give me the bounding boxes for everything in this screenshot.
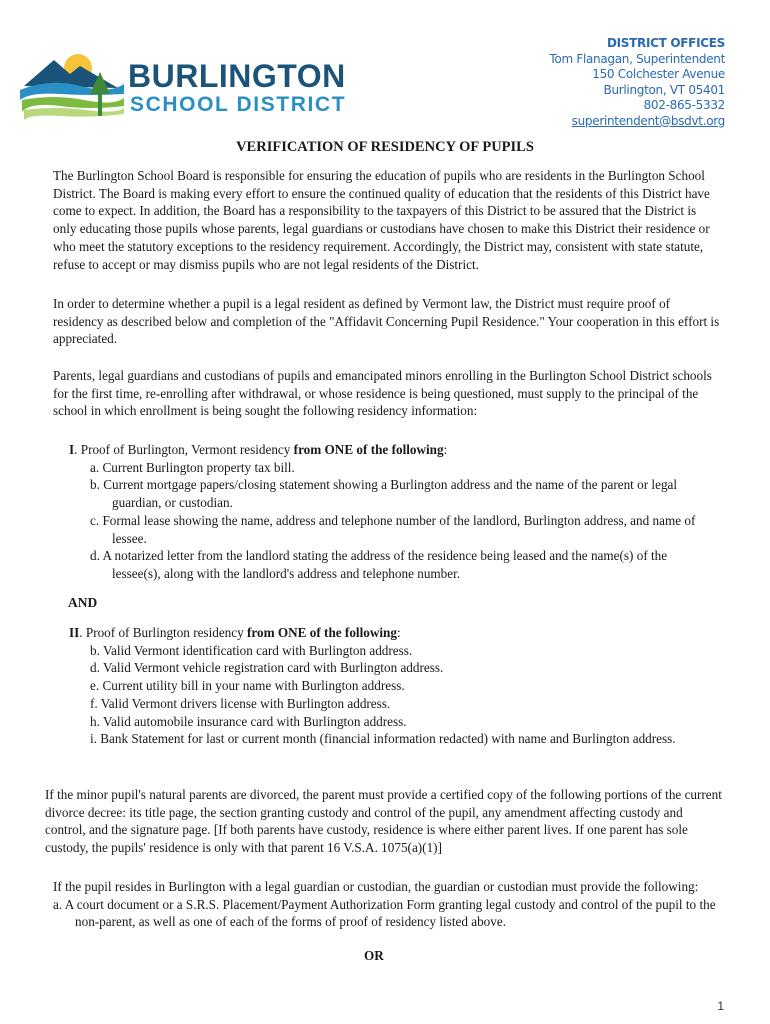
logo-tree-trunk <box>98 94 102 116</box>
section-two-numeral: II <box>69 625 80 640</box>
section-one-numeral: I <box>69 442 75 457</box>
guardian-intro: If the pupil resides in Burlington with a legal guardian or custodian, the guardian or custodian must provide the following: <box>53 879 699 894</box>
paragraph-proof-requirement: In order to determine whether a pupil is a legal resident as defined by Vermont law, the District must require proof of residency as described below and completion of the "Affidavit Concerning Pupil Residence." Your cooperation in this effort is appreciated. <box>53 296 720 347</box>
section-two-colon: : <box>396 625 401 640</box>
paragraph-legal-guardian <box>53 878 721 931</box>
logo-wave-light <box>24 108 124 120</box>
page-number: 1 <box>717 999 724 1013</box>
section-two-bold: from ONE of the following <box>247 625 397 640</box>
section-two-heading <box>69 624 719 642</box>
paragraph-board-responsibility: The Burlington School Board is responsible for ensuring the education of pupils who are residents in the Burlington School District. The Board is making every effort to ensure the continued quality of education that the residents of this District have come to expect. In addition, the Board has a responsibility to the taxpayers of this District to be assured that the District is only educating those pupils whose parents, legal guardians or custodians have chosen to make this District their residence or who meet the statutory exceptions to the residency requirement. Accordingly, the District may, consistent with state statute, refuse to accept or may dismiss pupils who are not legal residents of the District. <box>53 168 710 272</box>
or-label: OR <box>364 948 384 963</box>
section-two-item: h. Valid automobile insurance card with Burlington address. <box>90 713 407 729</box>
section-one-item: a. Current Burlington property tax bill. <box>90 459 295 475</box>
offices-title: DISTRICT OFFICES <box>606 36 725 50</box>
section-two-item: f. Valid Vermont drivers license with Burlington address. <box>90 695 391 711</box>
section-one-item: b. Current mortgage papers/closing statement showing a Burlington address and the name of the parent or legal guardian, or custodian. <box>90 477 678 511</box>
logo-subname: SCHOOL DISTRICT <box>130 93 347 116</box>
section-two-item: i. Bank Statement for last or current month (financial information redacted) with name and Burlington address. <box>90 731 676 747</box>
section-two <box>69 624 719 748</box>
section-two-item: e. Current utility bill in your name with Burlington address. <box>90 678 405 694</box>
offices-street: 150 Colchester Avenue <box>592 67 725 81</box>
paragraph-who-must-supply: Parents, legal guardians and custodians of pupils and emancipated minors enrolling in the Burlington School District schools for the first time, re-enrolling after withdrawal, or whose residence is being questioned, must supply to the principal of the school in which enrollment is being sought the following residency information: <box>53 368 712 419</box>
section-one-heading <box>69 441 719 459</box>
guardian-item-a: a. A court document or a S.R.S. Placement/Payment Authorization Form granting legal custody and control of the pupil to the non-parent, as well as one of each of the forms of proof of residency listed above. <box>53 896 716 930</box>
section-two-item: b. Valid Vermont identification card with Burlington address. <box>90 642 413 658</box>
section-one-item: c. Formal lease showing the name, address and telephone number of the landlord, Burlington address, and name of lessee. <box>90 512 696 546</box>
and-label: AND <box>68 595 98 610</box>
section-one-lead: . Proof of Burlington, Vermont residency <box>74 442 294 457</box>
logo-landscape-icon <box>20 50 124 122</box>
section-two-item: d. Valid Vermont vehicle registration card with Burlington address. <box>90 660 444 676</box>
section-one-colon: : <box>443 442 448 457</box>
document-title: VERIFICATION OF RESIDENCY OF PUPILS <box>236 139 534 155</box>
offices-city: Burlington, VT 05401 <box>603 82 725 97</box>
section-one <box>69 441 719 583</box>
offices-email-link[interactable]: superintendent@bsdvt.org <box>571 113 725 128</box>
district-offices-block <box>549 36 725 129</box>
section-one-item: d. A notarized letter from the landlord stating the address of the residence being leased and the name(s) of the lessee(s), along with the landlord's address and telephone number. <box>90 548 668 581</box>
offices-phone: 802-865-5332 <box>643 98 725 112</box>
district-logo <box>20 50 360 122</box>
logo-name: BURLINGTON <box>128 58 346 94</box>
offices-superintendent: Tom Flanagan, Superintendent <box>549 51 725 66</box>
section-two-lead: . Proof of Burlington residency <box>79 625 248 640</box>
section-one-bold: from ONE of the following <box>293 442 444 457</box>
paragraph-divorced-parents: If the minor pupil's natural parents are divorced, the parent must provide a certified copy of the following portions of the current divorce decree: its title page, the section granting custody and control of the pupil, any amendment affecting custody and control, and the signature page. [If both parents have custody, residence is where either parent lives. If one parent has sole custody, the pupils' residence is only with that parent 16 V.S.A. 1075(a)(1)] <box>45 787 722 856</box>
